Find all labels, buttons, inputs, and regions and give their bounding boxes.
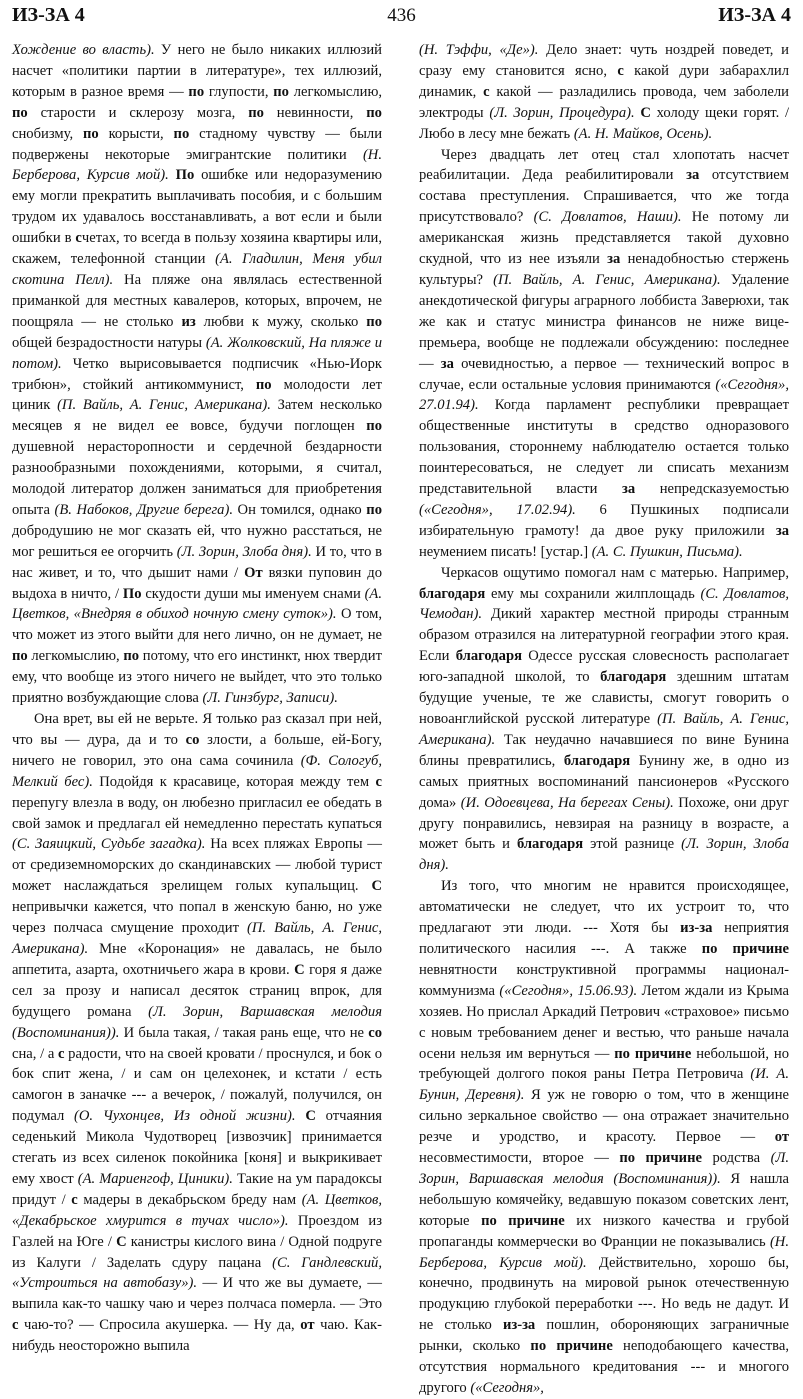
text-paragraph: Из того, что многим не нравится происходящее, автоматически не следует, что их устроит то, что предлагают эти люди. --- Хотя бы из-за неприятия политического насилия ---. А также по причине невнятности конструктивной программы национал-коммунизма («Сегодня», 15.06.93). Летом ждали из Крыма хозяев. Но прислал Аркадий Петрович «страховое» письмо с новым требованием денег и вестью, что раньше начала осени нельзя им вернуться — по причине небольшой, но требующей долгого покоя раны Петра Петровича (И. А. Бунин, Деревня). Я уж не говорю о том, что в женщине сильно зеркальное свойство — она отражает значительно резче и уродство, и красоту. Первое — от несовместимости, второе — по причине родства (Л. Зорин, Варшавская мелодия (Воспоминания)). Я нашла небольшую комячейку, ведавшую показом советских лент, которые по причине их низкого качества и грубой пропаганды коммерчески во Франции не показывались (Н. Берберова, Курсив мой). Действительно, хорошо бы, конечно, продвинуть на мировой рынок отечественную продукцию глубокой переработки ---. Но ведь не дадут. И не столько из-за пошлин, обороняющих заграничные рынки, сколько по причине неподобающего качества, отсутствия нормального кредитования --- и многого другого («Сегодня»,	[419, 878, 790, 1396]
page-header	[12, 4, 791, 28]
left-text-column	[12, 40, 383, 1355]
text-paragraph: Хождение во власть). У него не было никаких иллюзий насчет «политики партии в литературе», тех иллюзий, которым в разное время — по глупости, по легкомыслию, по старости и склерозу мозга, по невинности, по снобизму, по корысти, по стадному чувству — были подвержены некоторые эмигрантские политики (Н. Берберова, Курсив мой). По ошибке или недоразумению ему могли прекратить выплачивать пособия, и с большим трудом их удавалось восстанавливать, а вот если и были ошибки в счетах, то всегда в пользу хозяина квартиры или, скажем, телефонной станции (А. Гладилин, Меня убил скотина Пелл). На пляже она являлась естественной приманкой для местных кавалеров, которых, впрочем, не поощряла — не столько из любви к мужу, сколько по общей безрадостности натуры (А. Жолковский, На пляже и потом). Четко вырисовывается подписчик «Нью-Иорк трибюн», стойкий антикоммунист, по молодости лет циник (П. Вайль, А. Генис, Американа). Затем несколько месяцев я не видел ее вовсе, будучи поглощен по душевной нерасторопности и сердечной бездарности разнообразными похождениями, которыми, я считал, молодой литератор должен заниматься для приобретения опыта (В. Набоков, Другие берега). Он томился, однако по добродушию не мог сказать ей, что нужно расстаться, не мог решиться ее огорчить (Л. Зорин, Злоба дня). И то, что в нас живет, и то, что дышит нами / От вязки пуповин до выдоха в ничто, / По скудости души мы именуем снами (А. Цветков, «Внедряя в обиход ночную смену суток»). О том, что может из этого выйти для него лично, он не думает, не по легкомыслию, по потому, что его инстинкт, нюх твердит ему, что вообще из этого ничего не выйдет, что это только приятно возбуждающие слова (Л. Гинзбург, Записи).	[12, 42, 383, 707]
running-head-right: ИЗ-ЗА 4	[718, 4, 791, 26]
text-paragraph: Черкасов ощутимо помогал нам с матерью. Например, благодаря ему мы сохранили жилплощадь (С. Довлатов, Чемодан). Дикий характер местной природы странным образом отразился на литературной географии этого края. Если благодаря Одессе русская словесность располагает юго-западной школой, то благодаря здешним штатам будущие ученые, те же слависты, смогут говорить о новоанглийской русской литературе (П. Вайль, А. Генис, Американа). Так неудачно начавшиеся по вине Бунина блины превратились, благодаря Бунину же, в одно из самых приятных воспоминаний пансионеров «Русского дома» (И. Одоевцева, На берегах Сены). Похоже, они друг другу понравились, невзирая на разницу в возрасте, а может быть и благодаря этой разнице (Л. Зорин, Злоба дня).	[419, 564, 790, 874]
text-paragraph: Она врет, вы ей не верьте. Я только раз сказал при ней, что вы — дура, да и то со злости, а больше, ей-Богу, ничего не говорил, это она сама сочинила (Ф. Сологуб, Мелкий бес). Подойдя к красавице, которая между тем с перепугу влезла в воду, он любезно пригласил ее обедать в свой замок и предлагал ей немедленно перестать купаться (С. Заяицкий, Судьбе загадка). На всех пляжах Европы — от средиземноморских до скандинавских — любой турист может наслаждаться зрелищем голых купальщиц. С непривычки кажется, что попал в женскую баню, но уже через полчаса смущение проходит (П. Вайль, А. Генис, Американа). Мне «Коронация» не давалась, не было аппетита, азарта, охотничьего жара в крови. С горя я даже сел за прозу и написал десяток страниц впрок, для будущего романа (Л. Зорин, Варшавская мелодия (Воспоминания)). И была такая, / такая рань еще, что не со сна, / а с радости, что на своей кровати / проснулся, и бок о бок спит жена, / и сам он целехонек, и кстати / есть самогон в заначке --- а вечерок, / пожалуй, получился, он подумал (О. Чухонцев, Из одной жизни). С отчаяния седенький Микола Чудотворец [извозчик] принимается стегать из всех силенок покойника [коня] и выкрикивает ему хвост (А. Мариенгоф, Циники). Такие на ум парадоксы придут / с мадеры в декабрьском бреду нам (А. Цветков, «Декабрьское хмурится в тучах число»). Проездом из Газлей на Юге / С канистры кислого вина / Одной подруге из Калуги / Заделать сдуру пацана (С. Гандлевский, «Устроиться на автобазу»). — И что же вы думаете, — выпила как-то чашку чаю и через полчаса померла. — Это с чаю-то? — Спросила акушерка. — Ну да, от чаю. Как-нибудь неосторожно выпила	[12, 711, 383, 1355]
text-paragraph: (Н. Тэффи, «Де»). Дело знает: чуть ноздрей поведет, и сразу ему становится ясно, с какой дури забарахлил динамик, с какой — разладились провода, чем заболели электроды (Л. Зорин, Процедура). С холоду щеки горят. / Любо в лесу мне бежать (А. Н. Майков, Осень).	[419, 42, 790, 142]
page-number: 436	[387, 5, 416, 26]
text-paragraph: Через двадцать лет отец стал хлопотать насчет реабилитации. Деда реабилитировали за отсутствием состава преступления. Спрашивается, что же тогда присутствовало? (С. Довлатов, Наши). Не потому ли американская жизнь представляется такой духовно скудной, что из нее изъяли за ненадобностью стержень культуры? (П. Вайль, А. Генис, Американа). Удаление анекдотической фигуры аграрного лоббиста Заверюхи, так же как и статус министра финансов не ниже вице-премьера, вообще не подлежали обсуждению: последнее — за очевидностью, а первое — технический вопрос в случае, если остальные условия принимаются («Сегодня», 27.01.94). Когда парламент республики превращает общественные институты в средство одноразового пользования, стороннему наблюдателю остается только поинтересоваться, не следует ли списать механизм представительной власти за непредсказуемостью («Сегодня», 17.02.94). 6 Пушкиных подписали избирательную грамоту! да двое руку приложили за неумением писать! [устар.] (А. С. Пушкин, Письма).	[419, 146, 789, 560]
right-text-column	[419, 40, 790, 1396]
running-head-left: ИЗ-ЗА 4	[12, 4, 85, 26]
